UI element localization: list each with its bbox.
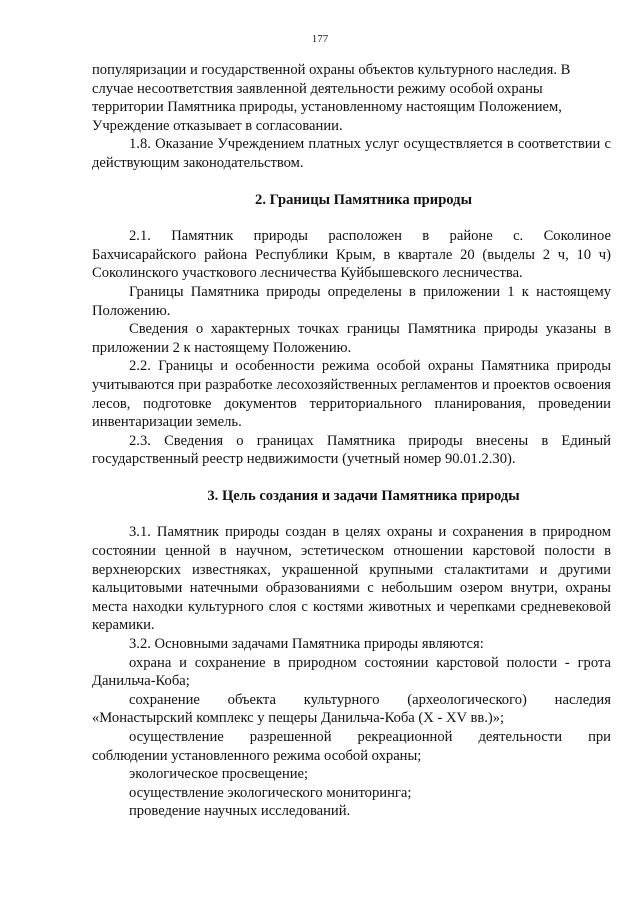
page-number: 177 <box>311 33 329 45</box>
paragraph-boundary-points: Сведения о характерных точках границы Памятника природы указаны в приложении 2 к настоящему Положению. <box>92 321 611 356</box>
word: расположен <box>328 228 402 245</box>
paragraph-boundaries: Границы Памятника природы определены в приложении 1 к настоящему Положению. <box>92 283 611 319</box>
word: Памятник <box>171 228 234 245</box>
word: (археологического) <box>407 691 527 708</box>
word: разрешенной <box>249 729 332 745</box>
word: районе <box>449 228 493 245</box>
word: деятельности <box>478 729 563 745</box>
paragraph-line: случае несоответствия заявленной деятельности режиму особой охраны <box>92 80 543 97</box>
paragraph-2-2: 2.2. Границы и особенности режима особой охраны Памятника природы учитываются при разработке лесохозяйственных регламентов и проектов освоения лесов, подготовке документов территориального планирования, проведении инвентаризации земель. <box>92 358 611 431</box>
word: сохранение <box>129 691 200 708</box>
section-heading-3: 3. Цель создания и задачи Памятника природы <box>207 487 520 504</box>
word: осуществление <box>129 729 224 745</box>
word: природы <box>253 228 308 245</box>
word: 2.1. <box>129 228 151 245</box>
paragraph-3-1: 3.1. Памятник природы создан в целях охраны и сохранения в природном состоянии ценной в научном, эстетическом отношении карстовой полости в верхнеюрских известняках, украшенной крупными сталактитами и другими кальцитовыми натечными образованиями с небольшим озером внутри, охраны места находки культурного слоя с костями животных и черепками средневековой керамики. <box>92 524 611 634</box>
task-item-2-first-line <box>92 691 611 710</box>
paragraph-1-8: 1.8. Оказание Учреждением платных услуг осуществляется в соответствии с действующим законодательством. <box>92 136 611 171</box>
word: в <box>422 228 430 245</box>
word: с. <box>513 228 524 245</box>
task-item: проведение научных исследований. <box>129 803 351 820</box>
task-item: охрана и сохранение в природном состоянии карстовой полости - грота Данильча-Коба; <box>92 654 611 690</box>
paragraph-line: Учреждение отказывает в согласовании. <box>92 117 343 134</box>
task-item: осуществление экологического мониторинга; <box>129 784 412 801</box>
task-item-2-rest: «Монастырский комплекс у пещеры Данильча-Коба (X - XV вв.)»; <box>92 710 505 727</box>
word: культурного <box>303 691 380 708</box>
document-body <box>92 61 611 821</box>
paragraph-line: популяризации и государственной охраны объектов культурного наследия. В <box>92 62 571 78</box>
paragraph-2-3: 2.3. Сведения о границах Памятника природы внесены в Единый государственный реестр недвижимости (учетный номер 90.01.2.30). <box>92 432 611 468</box>
task-item-3-rest: соблюдении установленного режима особой охраны; <box>92 747 422 764</box>
paragraph-2-1-rest: Бахчисарайского района Республики Крым, в квартале 20 (выделы 2 ч, 10 ч) Соколинского участкового лесничества Куйбышевского лесничества. <box>92 246 611 282</box>
paragraph-3-2: 3.2. Основными задачами Памятника природы являются: <box>129 636 484 653</box>
paragraph-2-1-first-line <box>92 227 611 246</box>
word: наследия <box>554 691 611 708</box>
word: при <box>588 729 611 745</box>
word: Соколиное <box>543 228 611 245</box>
word: объекта <box>227 691 276 708</box>
word: рекреационной <box>357 729 453 745</box>
task-item-3-first-line <box>92 728 611 747</box>
task-item: экологическое просвещение; <box>129 766 309 783</box>
paragraph-line: территории Памятника природы, установленному настоящим Положением, <box>92 99 562 116</box>
section-heading-2: 2. Границы Памятника природы <box>255 191 472 208</box>
